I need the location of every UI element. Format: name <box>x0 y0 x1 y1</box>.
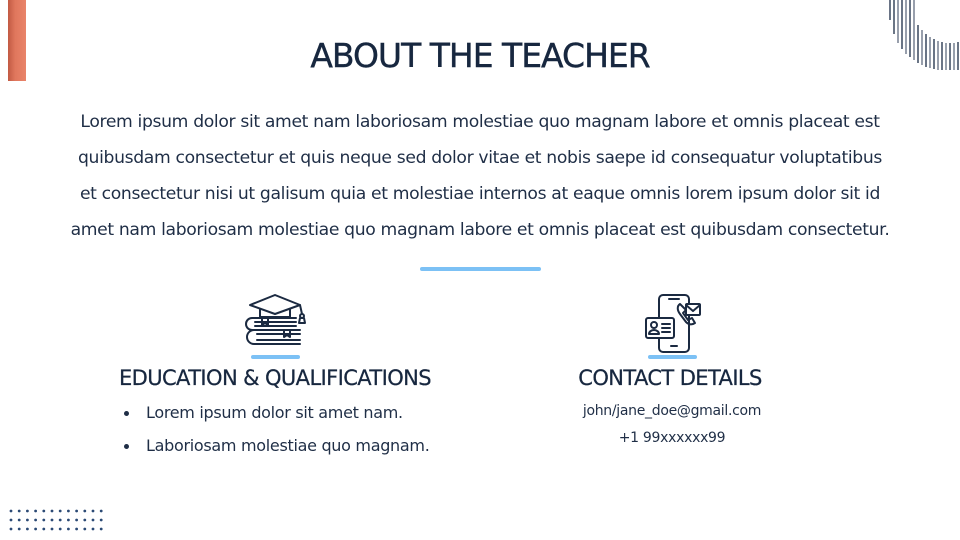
list-item-text: Laboriosam molestiae quo magnam. <box>146 436 430 455</box>
education-list <box>121 399 429 465</box>
contact-heading: CONTACT DETAILS <box>578 366 762 390</box>
list-item <box>121 432 429 465</box>
page-title: ABOUT THE TEACHER <box>310 36 650 76</box>
contact-email: john/jane_doe@gmail.com <box>582 403 762 419</box>
section-divider <box>420 267 541 271</box>
bullet-icon <box>124 411 129 416</box>
graduation-books-icon <box>240 290 310 354</box>
paragraph-line: amet nam laboriosam molestiae quo magnam labore et omnis placeat est quibusdam consectetur. <box>70 220 890 240</box>
list-item <box>121 399 429 432</box>
bullet-icon <box>124 444 129 449</box>
contact-phone: +1 99xxxxxx99 <box>618 430 726 446</box>
education-icon-wrap <box>240 290 310 360</box>
education-icon-underline <box>251 355 300 359</box>
contact-icon-underline <box>648 355 697 359</box>
about-paragraph <box>55 104 905 248</box>
contact-icon-wrap <box>640 290 710 360</box>
list-item-text: Lorem ipsum dolor sit amet nam. <box>146 403 403 422</box>
paragraph-line: Lorem ipsum dolor sit amet nam laboriosam molestiae quo magnam labore et omnis placeat est <box>80 112 880 132</box>
phone-contact-icon <box>640 290 710 354</box>
dot-grid-pattern <box>8 508 108 536</box>
paragraph-line: et consectetur nisi ut galisum quia et molestiae internos at eaque omnis lorem ipsum dolor sit id <box>79 184 881 204</box>
striped-arc-icon <box>880 0 960 80</box>
education-heading: EDUCATION & QUALIFICATIONS <box>118 366 431 390</box>
paragraph-line: quibusdam consectetur et quis neque sed dolor vitae et nobis saepe id consequatur voluptatibus <box>77 148 883 168</box>
